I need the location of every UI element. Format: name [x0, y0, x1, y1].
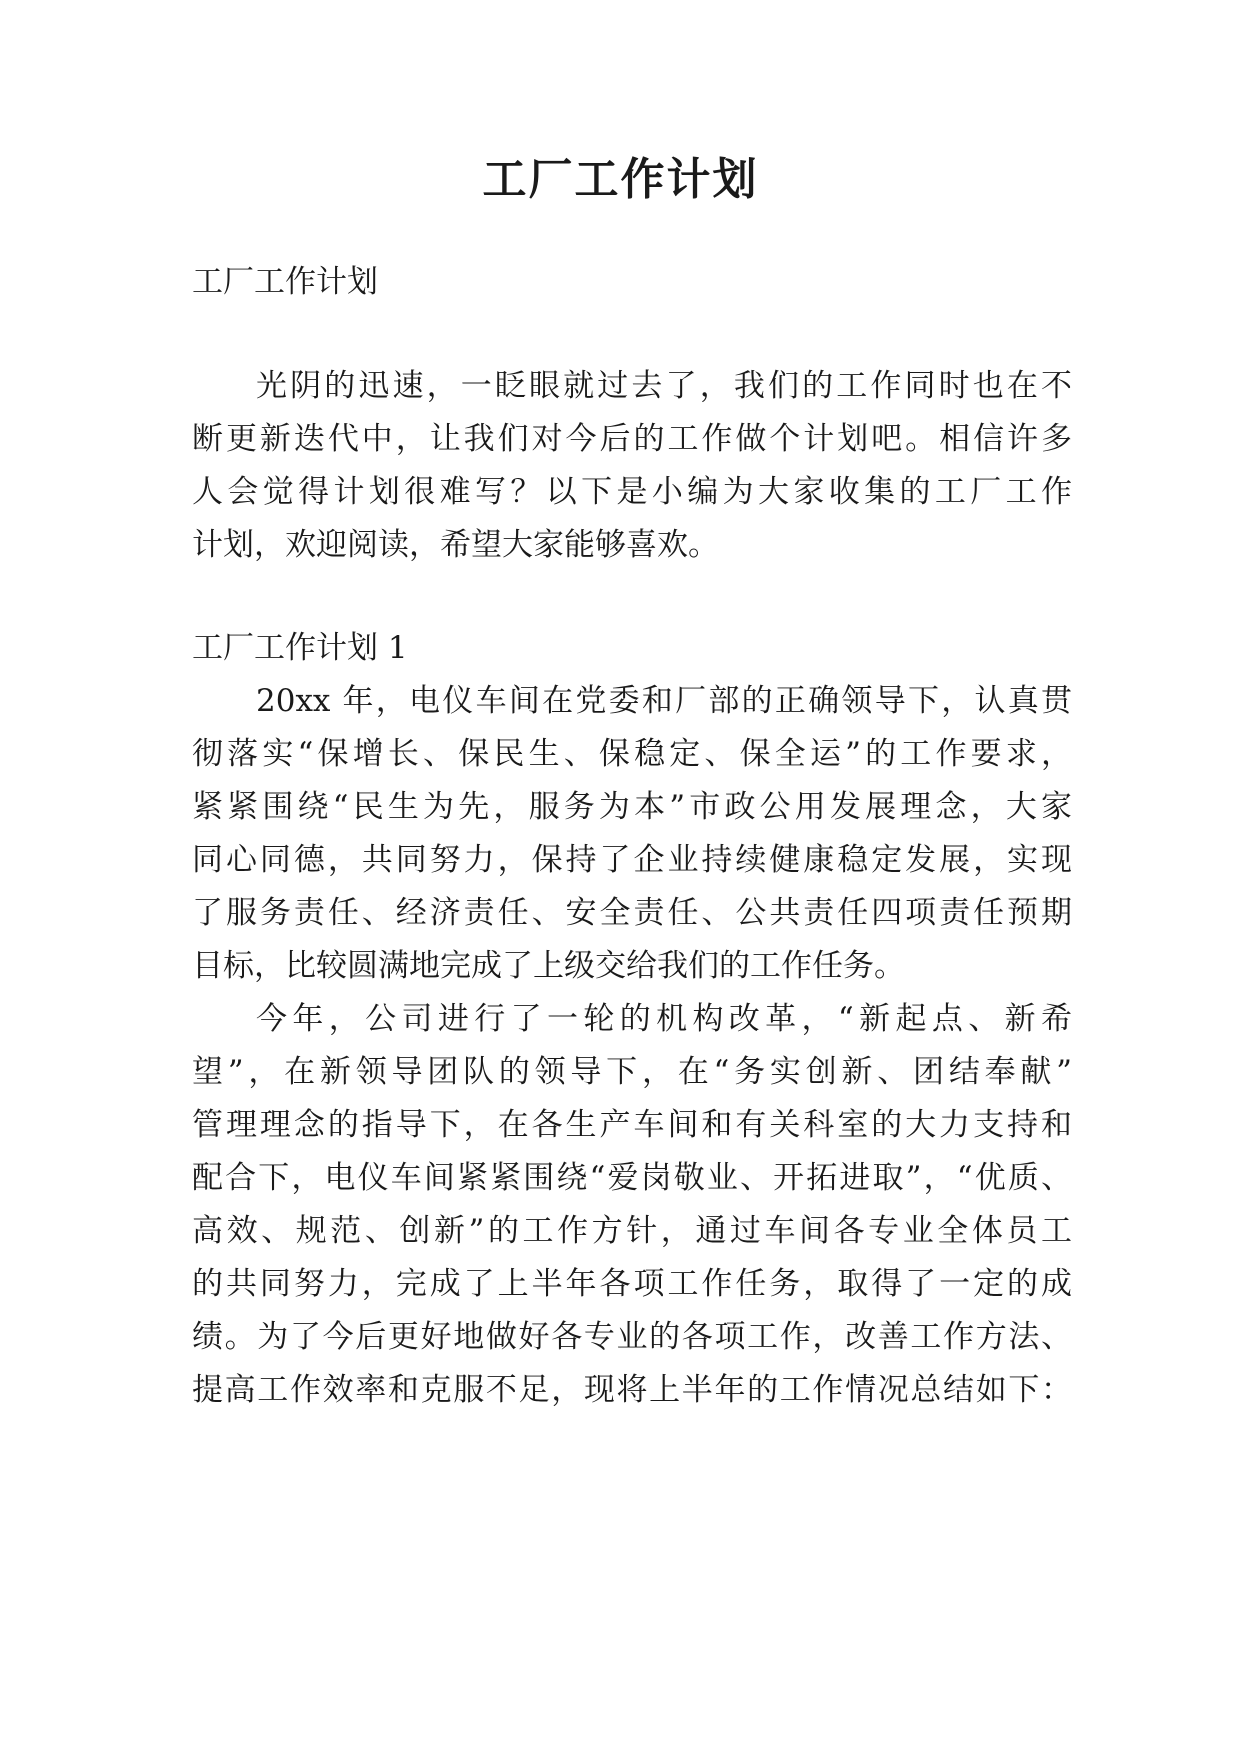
paragraph2-line: 绩。为了今后更好地做好各专业的各项工作，改善工作方法、: [192, 1319, 1072, 1355]
intro-line: 计划，欢迎阅读，希望大家能够喜欢。: [192, 527, 719, 563]
paragraph1-line: 同心同德，共同努力，保持了企业持续健康稳定发展，实现: [192, 842, 1072, 878]
intro-line: 断更新迭代中，让我们对今后的工作做个计划吧。相信许多: [192, 421, 1072, 457]
paragraph2-line: 的共同努力，完成了上半年各项工作任务，取得了一定的成: [192, 1266, 1072, 1302]
paragraph2-line: 提高工作效率和克服不足，现将上半年的工作情况总结如下：: [192, 1372, 1072, 1408]
document-title: 工厂工作计划: [482, 154, 759, 205]
intro-line: 光阴的迅速，一眨眼就过去了，我们的工作同时也在不: [256, 368, 1072, 404]
paragraph1-line: 了服务责任、经济责任、安全责任、公共责任四项责任预期: [192, 895, 1072, 931]
section-heading: 工厂工作计划 1: [192, 630, 408, 666]
document-subtitle: 工厂工作计划: [192, 264, 378, 300]
intro-line: 人会觉得计划很难写？以下是小编为大家收集的工厂工作: [192, 474, 1072, 510]
paragraph2-line: 配合下，电仪车间紧紧围绕“爱岗敬业、开拓进取”，“优质、: [192, 1160, 1072, 1196]
paragraph2-line: 高效、规范、创新”的工作方针，通过车间各专业全体员工: [192, 1213, 1072, 1249]
paragraph2-line: 今年，公司进行了一轮的机构改革，“新起点、新希: [256, 1001, 1072, 1037]
paragraph2-line: 望”，在新领导团队的领导下，在“务实创新、团结奉献”: [192, 1054, 1072, 1090]
paragraph2-line: 管理理念的指导下，在各生产车间和有关科室的大力支持和: [192, 1107, 1072, 1143]
paragraph1-line: 紧紧围绕“民生为先，服务为本”市政公用发展理念，大家: [192, 789, 1072, 825]
paragraph1-line: 目标，比较圆满地完成了上级交给我们的工作任务。: [192, 948, 905, 984]
paragraph1-line: 20xx 年，电仪车间在党委和厂部的正确领导下，认真贯: [256, 683, 1072, 719]
paragraph1-line: 彻落实“保增长、保民生、保稳定、保全运”的工作要求，: [192, 736, 1072, 772]
